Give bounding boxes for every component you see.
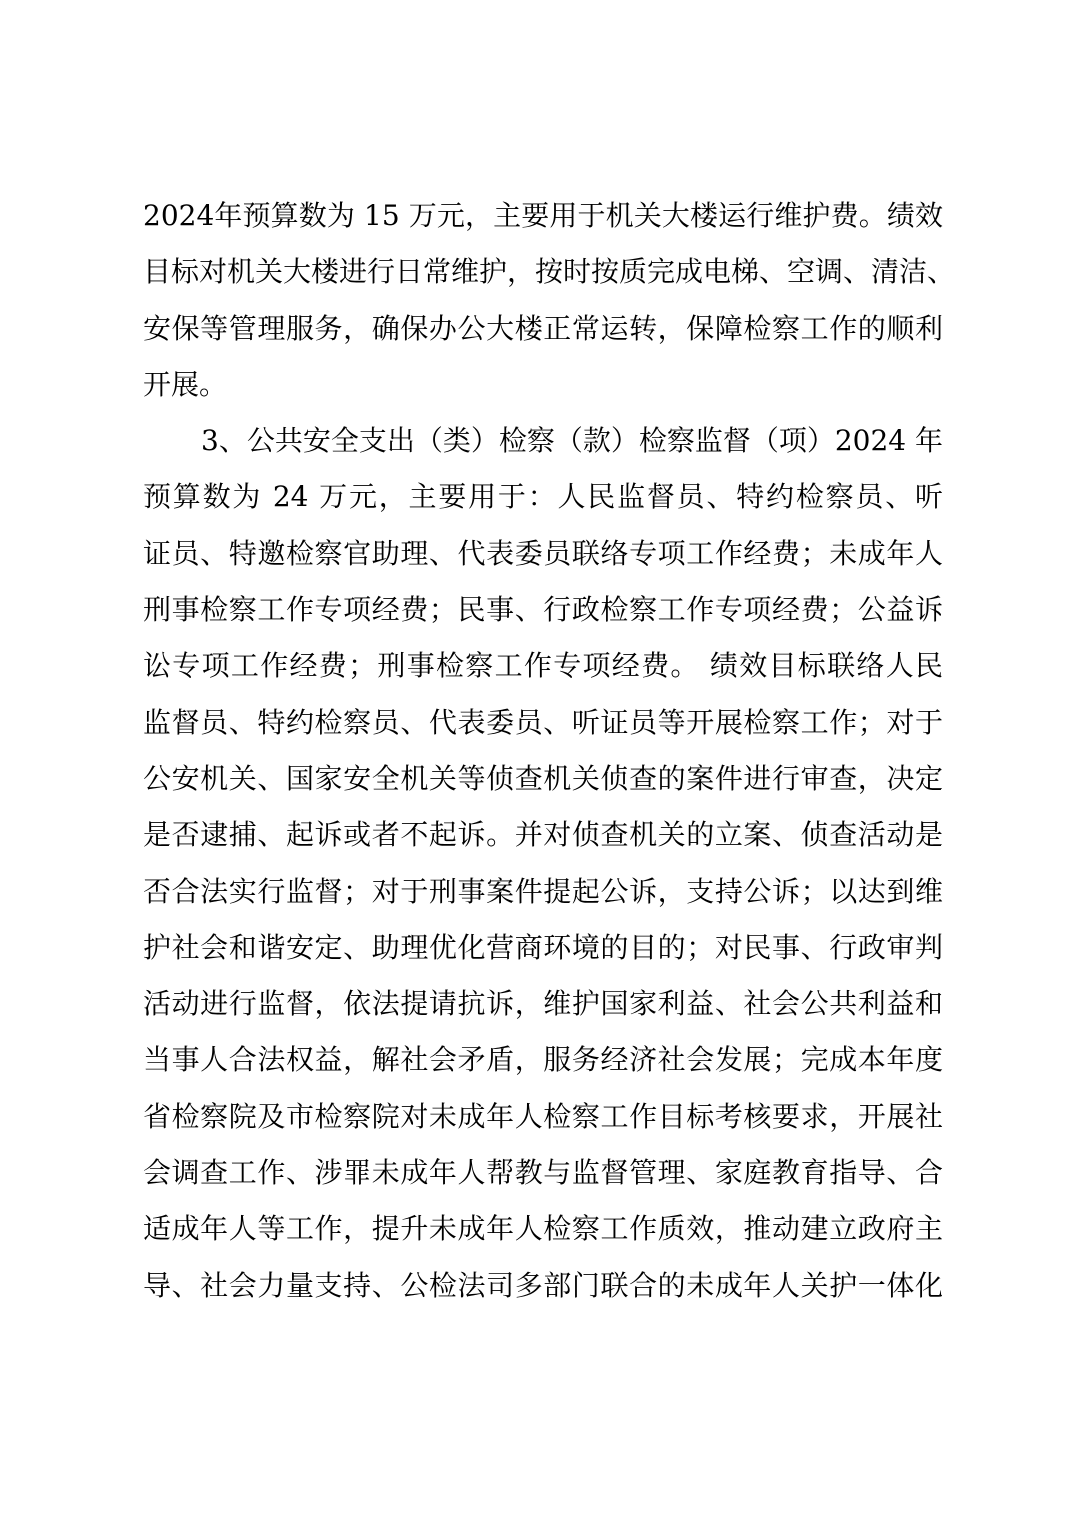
text-line: 3、公共安全支出（类）检察（款）检察监督（项）2024 年 — [201, 424, 943, 458]
text-line: 活动进行监督，依法提请抗诉，维护国家利益、社会公共利益和 — [143, 987, 943, 1021]
body-text — [143, 188, 956, 1314]
text-line: 讼专项工作经费；刑事检察工作专项经费。 绩效目标联络人民 — [143, 649, 943, 683]
text-line: 证员、特邀检察官助理、代表委员联络专项工作经费；未成年人 — [143, 536, 943, 570]
text-line: 刑事检察工作专项经费；民事、行政检察工作专项经费；公益诉 — [143, 593, 943, 627]
text-line: 公安机关、国家安全机关等侦查机关侦查的案件进行审查，决定 — [143, 761, 943, 795]
text-line: 护社会和谐安定、助理优化营商环境的目的；对民事、行政审判 — [143, 930, 943, 964]
text-line: 当事人合法权益，解社会矛盾，服务经济社会发展；完成本年度 — [143, 1043, 943, 1077]
text-line: 适成年人等工作，提升未成年人检察工作质效，推动建立政府主 — [143, 1212, 943, 1246]
text-line: 监督员、特约检察员、代表委员、听证员等开展检察工作；对于 — [143, 705, 943, 739]
text-line: 导、社会力量支持、公检法司多部门联合的未成年人关护一体化 — [143, 1268, 943, 1302]
text-line: 是否逮捕、起诉或者不起诉。并对侦查机关的立案、侦查活动是 — [143, 818, 943, 852]
text-line: 预算数为 24 万元，主要用于：人民监督员、特约检察员、听 — [143, 480, 943, 514]
text-line: 开展。 — [143, 367, 228, 401]
text-line: 会调查工作、涉罪未成年人帮教与监督管理、家庭教育指导、合 — [143, 1156, 943, 1190]
text-line: 否合法实行监督；对于刑事案件提起公诉，支持公诉；以达到维 — [143, 874, 943, 908]
text-line: 目标对机关大楼进行日常维护，按时按质完成电梯、空调、清洁、 — [143, 255, 956, 289]
text-line: 省检察院及市检察院对未成年人检察工作目标考核要求，开展社 — [143, 1099, 943, 1133]
text-line: 安保等管理服务，确保办公大楼正常运转，保障检察工作的顺利 — [143, 311, 943, 345]
text-line: 2024年预算数为 15 万元，主要用于机关大楼运行维护费。绩效 — [143, 199, 943, 232]
